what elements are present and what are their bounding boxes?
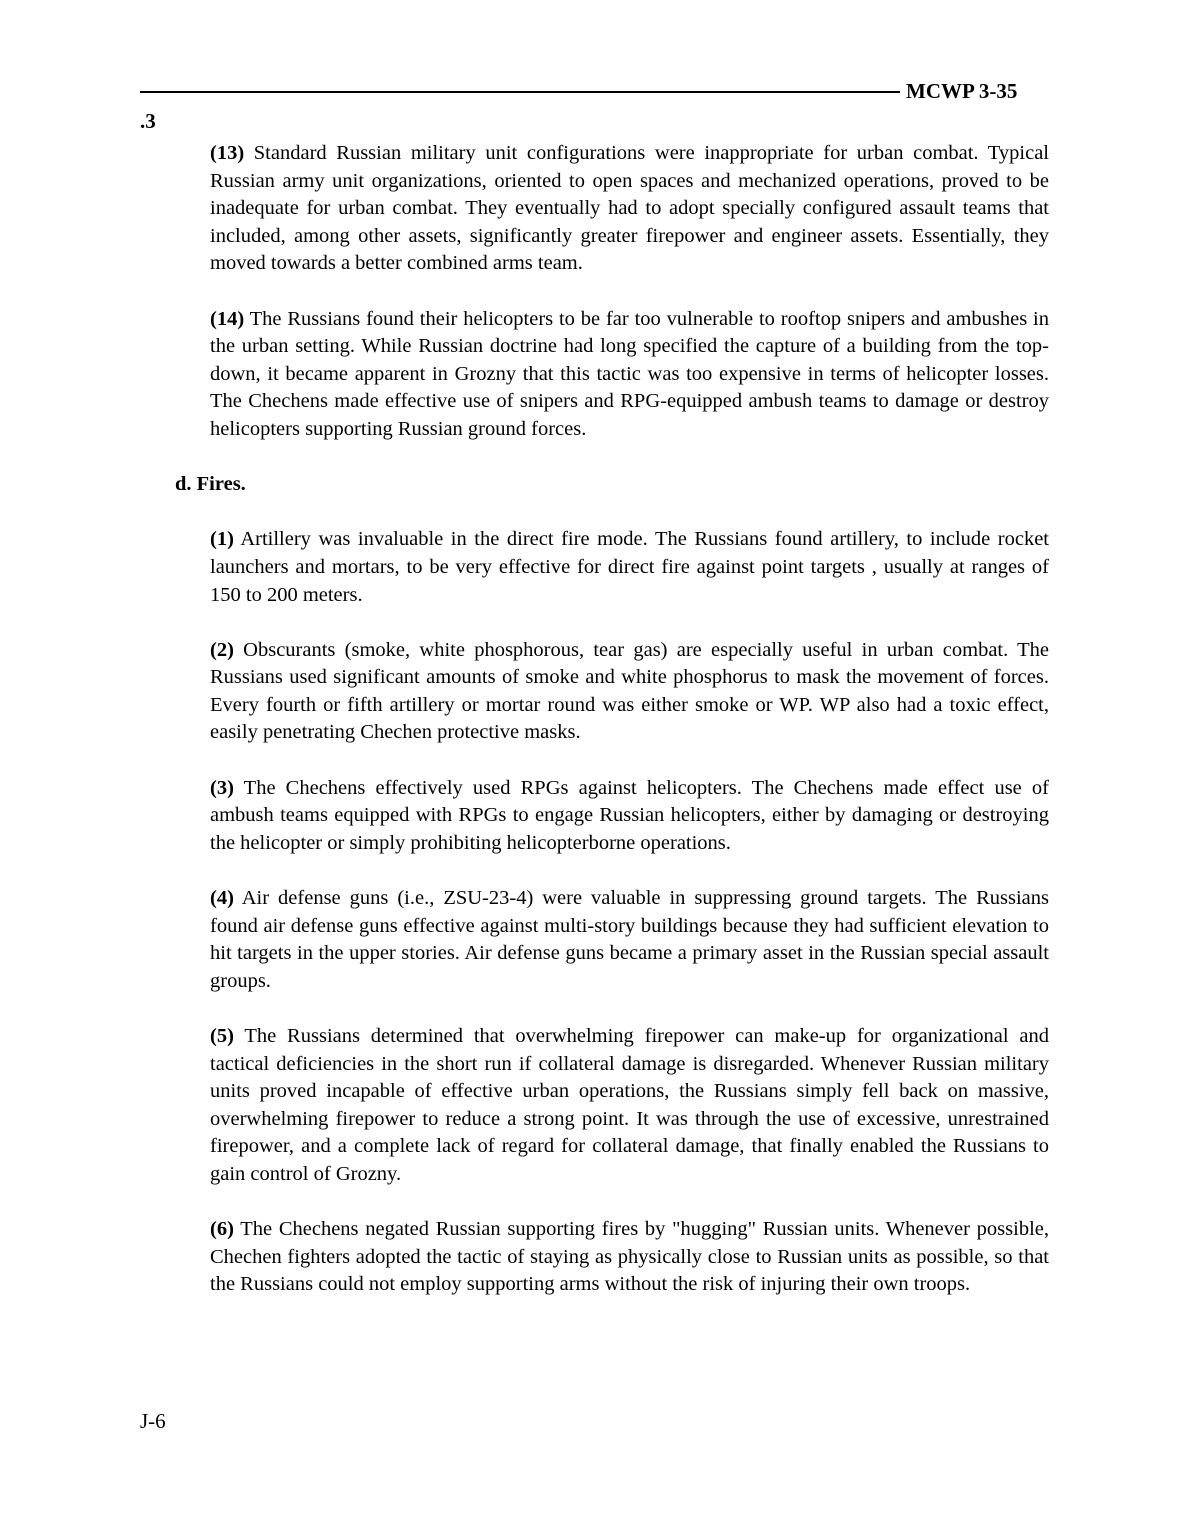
- paragraph-number: (14): [210, 307, 245, 330]
- paragraph-fires-1: [210, 526, 1049, 609]
- paragraph-text: Standard Russian military unit configurations were inappropriate for urban combat. Typical Russian army unit organizations, oriented to open spaces and mechanized operations, proved to be inadequate for urban combat. They eventually had to adopt specially configured assault teams that included, among other assets, significantly greater firepower and engineer assets. Essentially, they moved towards a better combined arms team.: [210, 142, 1049, 275]
- paragraph-number: (13): [210, 142, 245, 164]
- paragraph-fires-6: [210, 1216, 1049, 1299]
- paragraph-text: The Russians found their helicopters to be far too vulnerable to rooftop snipers and ambushes in the urban setting. While Russian doctrine had long specified the capture of a building from the top-down, it became apparent in Grozny that this tactic was too expensive in terms of helicopter losses. The Chechens made effective use of snipers and RPG-equipped ambush teams to damage or destroy helicopters supporting Russian ground forces.: [210, 307, 1049, 440]
- paragraph-fires-3: [210, 775, 1049, 858]
- paragraph-text: Obscurants (smoke, white phosphorous, tear gas) are especially useful in urban combat. The Russians used significant amounts of smoke and white phosphorus to mask the movement of forces. Every fourth or fifth artillery or mortar round was either smoke or WP. WP also had a toxic effect, easily penetrating Chechen protective masks.: [210, 638, 1049, 744]
- section-marker: .3: [140, 109, 156, 133]
- paragraph-number: (5): [210, 1025, 234, 1047]
- paragraph-text: Artillery was invaluable in the direct fire mode. The Russians found artillery, to include rocket launchers and mortars, to be very effective for direct fire against point targets , usually at ranges of 150 to 200 meters.: [210, 528, 1049, 606]
- section-heading-fires: d. Fires.: [175, 473, 246, 496]
- paragraph-14: [210, 306, 1049, 444]
- paragraph-number: (6): [210, 1218, 234, 1241]
- paragraph-fires-5: [210, 1023, 1049, 1189]
- paragraph-text: Air defense guns (i.e., ZSU-23-4) were valuable in suppressing ground targets. The Russians found air defense guns effective against multi-story buildings because they had sufficient elevation to hit targets in the upper stories. Air defense guns became a primary asset in the Russian special assault groups.: [210, 887, 1049, 992]
- paragraph-text: The Russians determined that overwhelming firepower can make-up for organizational and tactical deficiencies in the short run if collateral damage is disregarded. Whenever Russian military units proved incapable of effective urban operations, the Russians simply fell back on massive, overwhelming firepower to reduce a strong point. It was through the use of excessive, unrestrained firepower, and a complete lack of regard for collateral damage, that finally enabled the Russians to gain control of Grozny.: [210, 1025, 1049, 1185]
- page-number: J-6: [140, 1409, 166, 1433]
- body-text: [175, 140, 1049, 1327]
- paragraph-number: (3): [210, 776, 234, 799]
- paragraph-text: The Chechens effectively used RPGs against helicopters. The Chechens made effect use of ambush teams equipped with RPGs to engage Russian helicopters, either by damaging or destroying the helicopter or simply prohibiting helicopterborne operations.: [210, 776, 1049, 854]
- paragraph-fires-2: [210, 637, 1049, 747]
- paragraph-number: (1): [210, 528, 234, 551]
- paragraph-number: (4): [210, 887, 234, 910]
- paragraph-text: The Chechens negated Russian supporting fires by "hugging" Russian units. Whenever possible, Chechen fighters adopted the tactic of staying as physically close to Russian units as possible, so that the Russians could not employ supporting arms without the risk of injuring their own troops.: [210, 1218, 1049, 1296]
- header-rule: [140, 91, 900, 93]
- header-title: MCWP 3-35: [906, 79, 1018, 103]
- paragraph-number: (2): [210, 638, 234, 661]
- paragraph-13: [210, 140, 1049, 278]
- paragraph-fires-4: [210, 885, 1049, 995]
